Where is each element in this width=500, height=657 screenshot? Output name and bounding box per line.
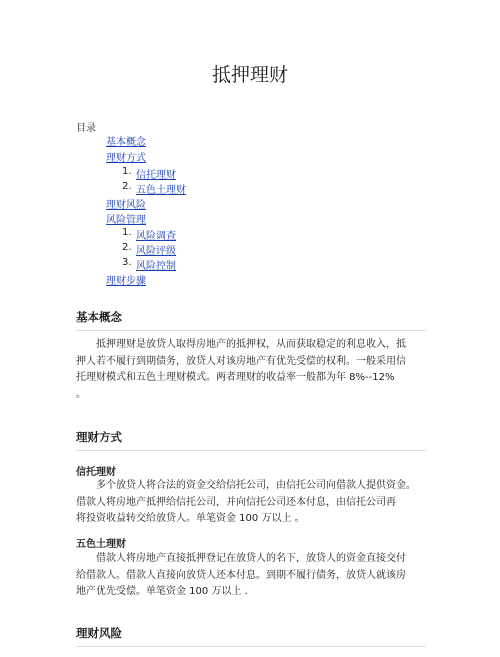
- page-title: 抵押理财: [211, 64, 288, 86]
- toc-number: 1.: [122, 166, 132, 177]
- toc-heading: 目录: [76, 123, 96, 134]
- toc-number: 3.: [122, 257, 132, 268]
- section-divider: [76, 330, 426, 331]
- section-heading-basic-concept: 基本概念: [76, 310, 122, 324]
- toc-link-steps[interactable]: 理财步骤: [106, 276, 146, 287]
- toc-number: 1.: [122, 227, 132, 238]
- text-line: 地产优先受偿。单笔资金 100 万以上 .: [76, 586, 248, 597]
- toc-link-risk-control[interactable]: 风险控制: [136, 261, 176, 272]
- toc-link-wuse[interactable]: 五色土理财: [136, 185, 186, 196]
- toc-link-risk[interactable]: 理财风险: [106, 200, 146, 211]
- paragraph-trust: [76, 478, 432, 528]
- text-line: 。: [76, 388, 86, 400]
- section-heading-risk: 理财风险: [76, 626, 122, 640]
- text-line: 多个放贷人将合法的资金交给信托公司，由信托公司向借款人提供资金。: [96, 480, 416, 491]
- section-divider: [76, 646, 426, 647]
- toc-number: 2.: [122, 181, 132, 192]
- section-divider: [76, 450, 426, 451]
- toc-number: 2.: [122, 242, 132, 253]
- text-line: 给借款人。借款人直接向放贷人还本付息。到期不履行债务，放贷人就该房: [76, 569, 406, 581]
- subsection-heading-trust: 信托理财: [76, 467, 116, 478]
- text-line: 抵押理财是放贷人取得房地产的抵押权，从而获取稳定的利息收入，抵: [96, 339, 406, 350]
- toc-link-risk-management[interactable]: 风险管理: [106, 215, 146, 226]
- text-line: 借款人将房地产直接抵押登记在放贷人的名下，放贷人的资金直接交付: [96, 553, 406, 564]
- paragraph-basic-concept: [76, 337, 432, 403]
- toc-link-trust[interactable]: 信托理财: [136, 170, 176, 181]
- toc-link-basic-concept[interactable]: 基本概念: [106, 137, 146, 148]
- text-line: 托理财模式和五色土理财模式。两者理财的收益率一般都为年 8%--12%: [76, 372, 395, 383]
- section-heading-methods: 理财方式: [76, 430, 122, 444]
- toc-link-risk-rating[interactable]: 风险评级: [136, 246, 176, 257]
- subsection-heading-wuse: 五色土理财: [76, 539, 126, 550]
- toc-link-methods[interactable]: 理财方式: [106, 153, 146, 164]
- text-line: 借款人将房地产抵押给信托公司，并向信托公司还本付息，由信托公司再: [76, 496, 396, 508]
- text-line: 将投资收益转交给放贷人。单笔资金 100 万以上 。: [76, 513, 305, 524]
- paragraph-wuse: [76, 551, 432, 601]
- text-line: 押人若不履行到期债务，放贷人对该房地产有优先受偿的权利。一般采用信: [76, 355, 406, 367]
- toc-link-risk-survey[interactable]: 风险调查: [136, 231, 176, 242]
